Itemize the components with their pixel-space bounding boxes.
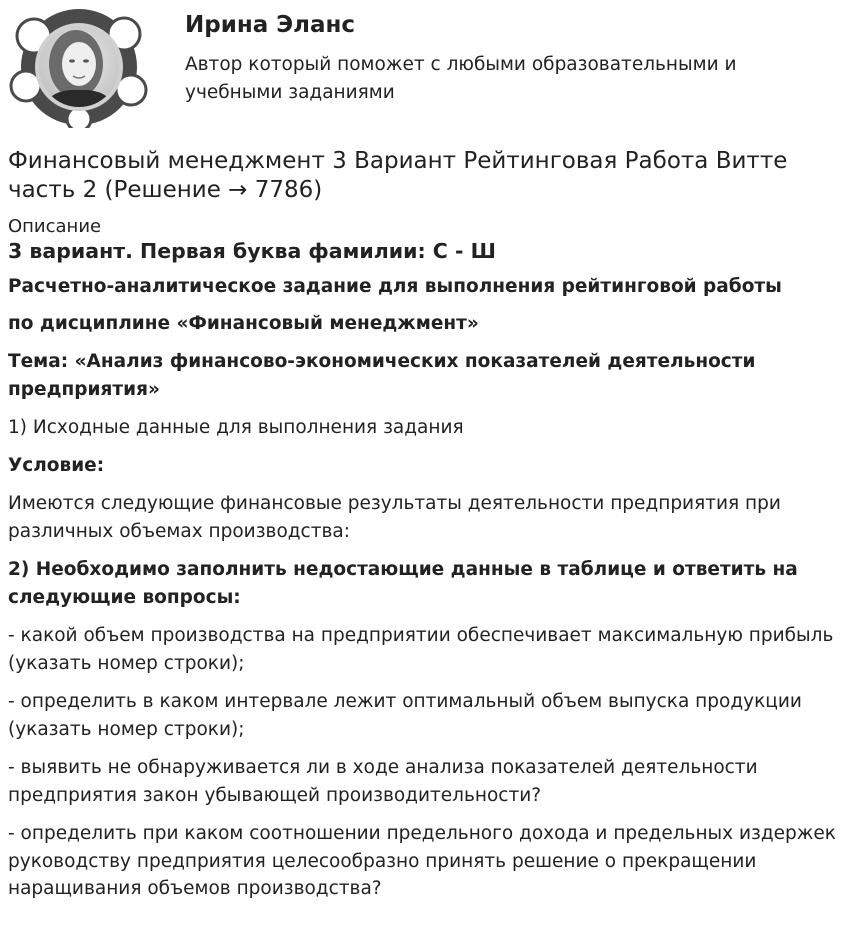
- task-topic: Тема: «Анализ финансово-экономических показателей деятельности предприятия»: [8, 351, 756, 400]
- question-item: - определить при каком соотношении предельного дохода и предельных издержек руководству предприятия целесообразно принять решение о прекращении наращивания объемов производства?: [8, 823, 836, 899]
- page-title: Финансовый менеджмент 3 Вариант Рейтинговая Работа Витте часть 2 (Решение → 7786): [8, 148, 788, 203]
- task-section-2: 2) Необходимо заполнить недостающие данные в таблице и ответить на следующие вопросы:: [8, 559, 798, 608]
- task-section-1: 1) Исходные данные для выполнения задания: [8, 417, 464, 438]
- question-item: - какой объем производства на предприятии обеспечивает максимальную прибыль (указать номер строки);: [8, 625, 834, 674]
- question-item: - выявить не обнаруживается ли в ходе анализа показателей деятельности предприятия закон убывающей производительности?: [8, 757, 758, 806]
- task-condition-text: Имеются следующие финансовые результаты деятельности предприятия при различных объемах производства:: [8, 493, 781, 542]
- author-avatar[interactable]: [6, 6, 152, 128]
- description-label: Описание: [8, 216, 102, 237]
- author-description: Автор который поможет с любыми образовательными и учебными заданиями: [185, 54, 737, 103]
- task-intro: Расчетно-аналитическое задание для выполнения рейтинговой работы: [8, 276, 782, 297]
- author-avatar-photo: [6, 6, 152, 128]
- task-discipline: по дисциплине «Финансовый менеджмент»: [8, 312, 479, 334]
- task-condition-label: Условие:: [8, 454, 105, 476]
- document-content: [8, 147, 840, 903]
- author-header: [0, 0, 847, 135]
- question-item: - определить в каком интервале лежит оптимальный объем выпуска продукции (указать номер строки);: [8, 691, 802, 740]
- variant-heading: 3 вариант. Первая буква фамилии: С - Ш: [8, 239, 496, 263]
- author-name[interactable]: Ирина Эланс: [185, 12, 356, 38]
